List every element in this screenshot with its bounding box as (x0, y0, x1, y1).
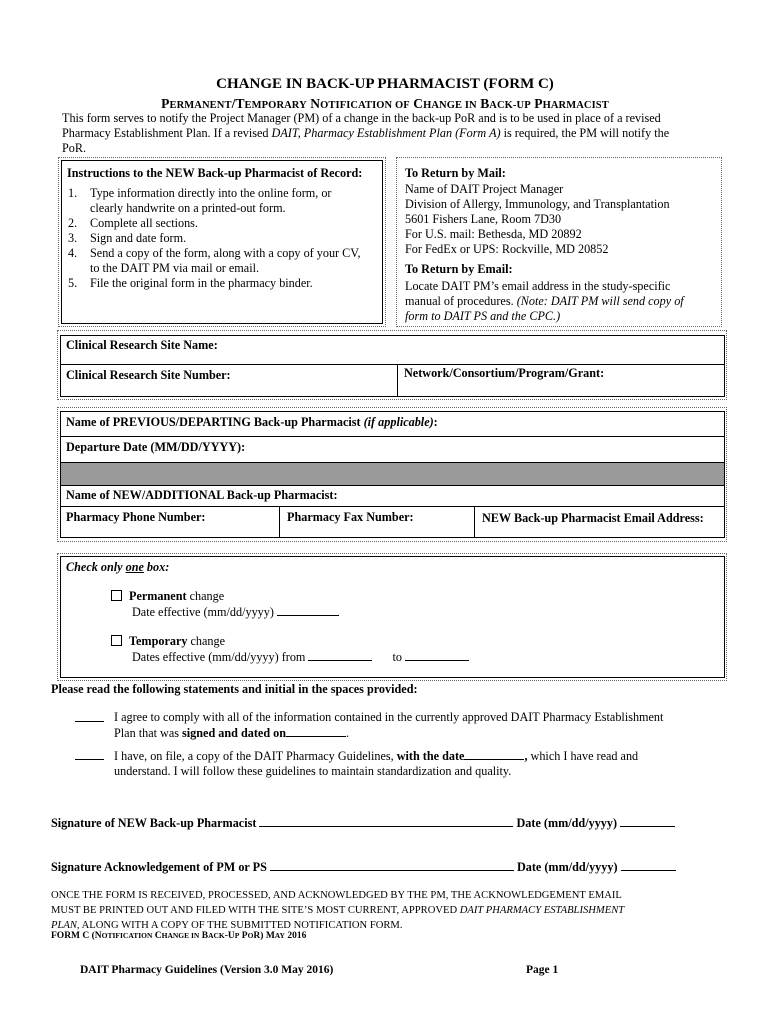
signed-date-field[interactable] (286, 725, 346, 737)
previous-pharmacist-field[interactable] (455, 414, 720, 434)
signature-1-field[interactable] (259, 815, 513, 827)
phone-field[interactable] (64, 524, 276, 536)
phone-label: Pharmacy Phone Number: (66, 510, 206, 524)
temporary-from-field[interactable] (308, 649, 372, 661)
email-address-label: NEW Back-up Pharmacist Email Address: (482, 511, 704, 525)
intro-paragraph: This form serves to notify the Project Manager (PM) of a change in the back-up PoR and is to be used in place of a revised Pharmacy Establishment Plan. If a revised DAIT, Pharmacy Establishment Plan (Form A) is required, the PM will notify the PoR. (62, 111, 670, 155)
temporary-to-field[interactable] (405, 649, 469, 661)
previous-pharmacist-label: Name of PREVIOUS/DEPARTING Back-up Pharmacist (if applicable): (66, 415, 438, 429)
fax-field[interactable] (283, 524, 471, 536)
network-field[interactable] (405, 381, 720, 395)
temporary-option: Temporary change Dates effective (mm/dd/yyyy) from to (111, 634, 469, 665)
site-number-field[interactable] (245, 367, 390, 393)
statements-heading: Please read the following statements and initial in the spaces provided: (51, 682, 418, 696)
signature-2-date-field[interactable] (621, 859, 676, 871)
statement-2-initials[interactable] (75, 748, 104, 760)
form-identifier: FORM C (NOTIFICATION CHANGE IN BACK-UP POR) MAY 2016 (51, 931, 307, 941)
form-title: CHANGE IN BACK-UP PHARMACIST (FORM C) (216, 76, 554, 92)
page-footer-right: Page 1 (526, 964, 559, 976)
mail-heading: To Return by Mail: (405, 166, 506, 180)
site-number-label: Clinical Research Site Number: (66, 368, 231, 382)
list-item: 1. Type information directly into the online form, or clearly handwrite on a printed-out form. (68, 186, 332, 215)
permanent-date-field[interactable] (277, 604, 339, 616)
signature-row-1: Signature of NEW Back-up Pharmacist Date (mm/dd/yyyy) (51, 815, 675, 831)
site-name-label: Clinical Research Site Name: (66, 338, 218, 352)
signature-row-2: Signature Acknowledgement of PM or PS Date (mm/dd/yyyy) (51, 859, 676, 875)
permanent-option: Permanent change Date effective (mm/dd/yyyy) (111, 589, 339, 620)
signature-1-date-field[interactable] (620, 815, 675, 827)
check-one-label: Check only one box: (66, 560, 170, 574)
statement-1-initials[interactable] (75, 710, 104, 722)
network-label: Network/Consortium/Program/Grant: (404, 366, 605, 380)
email-instructions: Locate DAIT PM’s email address in the study-specific manual of procedures. (Note: DAIT PM will send copy of form to DAIT PS and the CPC.) (405, 279, 684, 323)
departure-date-label: Departure Date (MM/DD/YYYY): (66, 440, 246, 454)
instructions-heading: Instructions to the NEW Back-up Pharmacist of Record: (67, 166, 363, 180)
permanent-checkbox[interactable] (111, 590, 122, 601)
page-footer-left: DAIT Pharmacy Guidelines (Version 3.0 May 2016) (80, 964, 334, 976)
fax-label: Pharmacy Fax Number: (287, 510, 414, 524)
list-item: 5. File the original form in the pharmacy binder. (68, 276, 313, 290)
temporary-checkbox[interactable] (111, 635, 122, 646)
form-subtitle: PERMANENT/TEMPORARY NOTIFICATION OF CHANGE IN BACK-UP PHARMACIST (161, 96, 609, 111)
departure-date-field[interactable] (255, 439, 455, 459)
guidelines-date-field[interactable] (464, 748, 524, 760)
email-heading: To Return by Email: (405, 262, 513, 276)
statement-2: I have, on file, a copy of the DAIT Pharmacy Guidelines, with the date , which I have read and understand. I will follow these guidelines to maintain standardization and quality. (75, 748, 725, 779)
email-field[interactable] (478, 524, 722, 536)
new-pharmacist-label: Name of NEW/ADDITIONAL Back-up Pharmacist: (66, 488, 338, 502)
signature-2-field[interactable] (270, 859, 514, 871)
mail-address: Name of DAIT Project Manager Division of Allergy, Immunology, and Transplantation 5601 Fishers Lane, Room 7D30 For U.S. mail: Bethesda, MD 20892 For FedEx or UPS: Rockville, MD 20852 (405, 182, 670, 256)
new-pharmacist-field[interactable] (350, 487, 720, 505)
list-item: 2. Complete all sections. (68, 216, 198, 230)
list-item: 3. Sign and date form. (68, 231, 187, 245)
footer-note: ONCE THE FORM IS RECEIVED, PROCESSED, AND ACKNOWLEDGED BY THE PM, THE ACKNOWLEDGEMENT EMAIL MUST BE PRINTED OUT AND FILED WITH THE SITE’S MOST CURRENT, APPROVED DAIT PHARMACY ESTABLISHMENT PLAN, ALONG WITH A COPY OF THE SUBMITTED NOTIFICATION FORM. (51, 890, 625, 931)
instructions-list (62, 186, 382, 291)
statement-1: I agree to comply with all of the information contained in the currently approved DAIT Pharmacy Establishment Plan that was signed and dated on . (75, 710, 725, 741)
site-name-field[interactable] (240, 337, 720, 361)
separator-band (61, 462, 724, 486)
list-item: 4. Send a copy of the form, along with a copy of your CV, to the DAIT PM via mail or email. (68, 246, 361, 275)
